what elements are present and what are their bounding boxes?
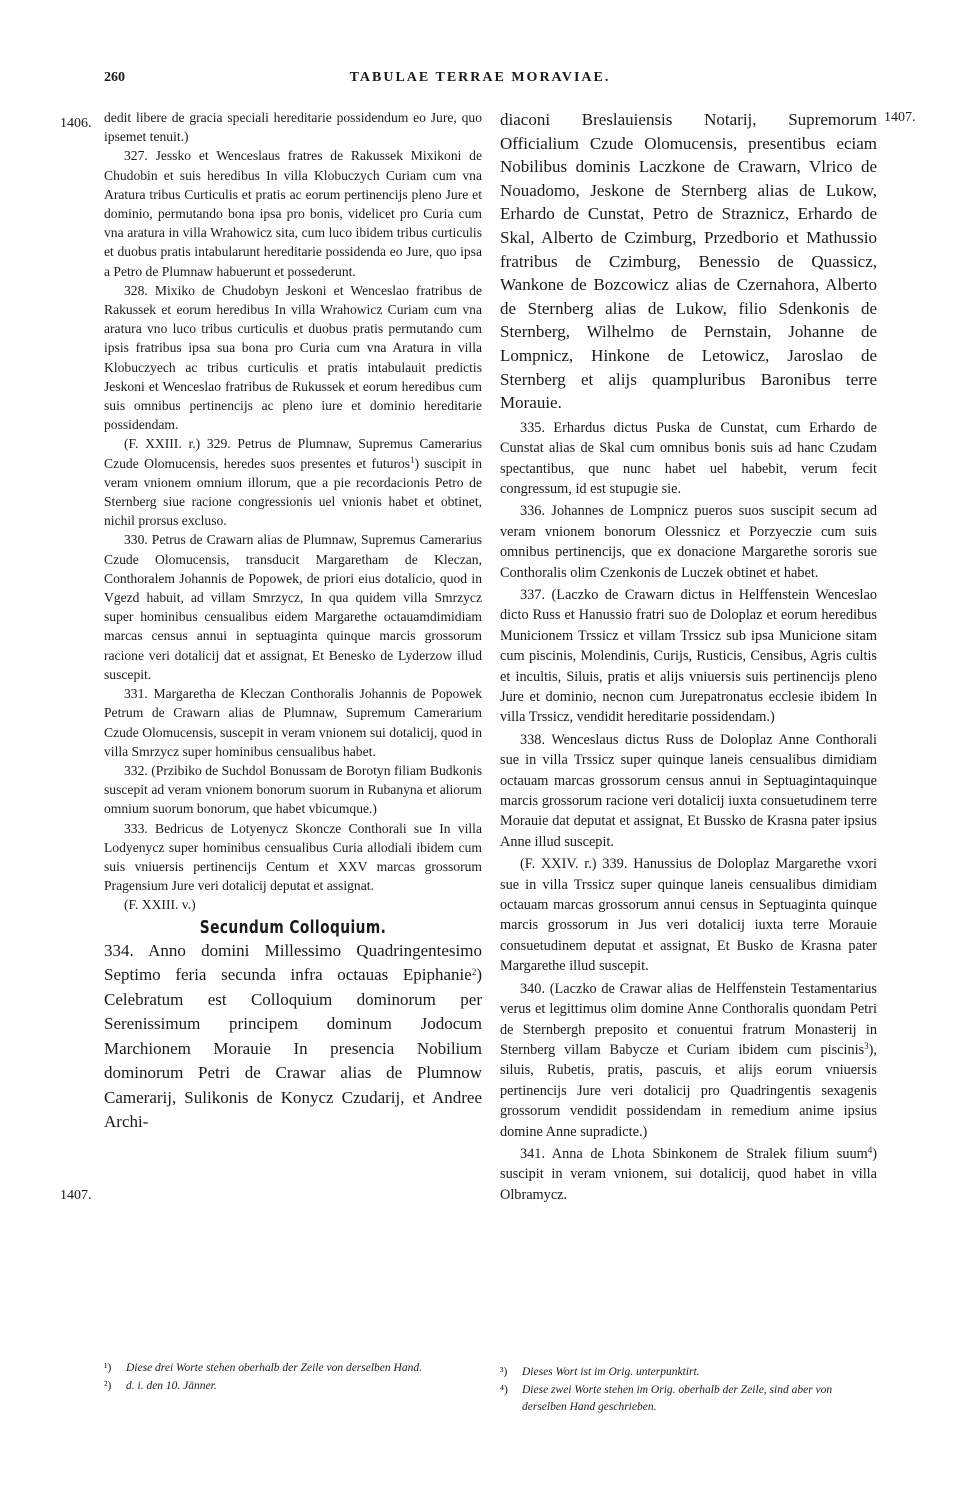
footnote-2 xyxy=(104,1378,482,1395)
paragraph-331: 331. Margaretha de Kleczan Conthoralis Johannis de Popowek Petrum de Crawarn alias de Plumnaw, Supremum Camerarium Czude Olomucensis, suscepit in veram vnionem sui dotalicij, quod in villa Smrzycz super hominibus censualibus habet. xyxy=(104,686,482,759)
paragraph-333: 333. Bedricus de Lotyenycz Skoncze Conthorali sue In villa Lodyenycz super hominibus censualibus Curia allodiali ibidem cum suis vniuersis pertinencijs Centum et XXV marcas grossorum Pragensium Jure veri dotalicij deputat et assignat. xyxy=(104,820,482,894)
page-header xyxy=(0,70,960,94)
footnote-mark: ⁴) xyxy=(500,1384,508,1396)
footnote-3 xyxy=(500,1364,877,1381)
p341-text-a: 341. Anna de Lhota Sbinkonem de Stralek filium suum xyxy=(520,1145,868,1162)
paragraph-330: 330. Petrus de Crawarn alias de Plumnaw, Supremus Camerarius Czude Olomucensis, transducit Margaretham de Kleczan, Conthoralem Johannis de Popowek, de priori eius dotalicio, quod in Vgezd habuit, ad villam Smrzycz, In qua quidem villa Smrzycz super hominibus censualibus eidem Margarethe octauamdimidiam marcas census annui in septuaginta quinque marcis grossorum racione veri dotalicij dat et assignat, Et Benesko de Lyderzow illud suscepit. xyxy=(104,532,482,682)
margin-year-1407-left: 1407. xyxy=(60,1188,92,1203)
p340-text-a: 340. (Laczko de Crawar alias de Helffenstein Testamentarius verus et legittimus olim domine Anne Conthoralis quondam Petri de Sternbergh preposito et conuentui fratrum Monasterij in Sternberg villam Babycze et Curiam ibidem cum piscinis xyxy=(500,980,877,1058)
right-column xyxy=(500,108,877,1205)
running-title: TABULAE TERRAE MORAVIAE. xyxy=(349,70,611,85)
p329-text-b: ) suscipit in veram vnionem omnium illorum, que a pie recordacionis Petro de Sternberg siue racione congressionis uel vnionis habet et obtinet, nichil prorsus excluso. xyxy=(104,455,482,529)
paragraph-338: 338. Wenceslaus dictus Russ de Doloplaz Anne Conthorali sue in villa Trssicz super quinque laneis censualibus dimidiam octauam marcas grossorum census annui in Septuagintaquinque marcis grossorum racione veri dotalicij iuxta consuetudinem terre Morauie dat deputat et assignat, Et Bussko de Krasna pater ipsius Anne illud suscepit. xyxy=(500,731,877,850)
paragraph-326-cont: dedit libere de gracia speciali hereditarie possidendum eo Jure, quo ipsemet tenuit.) xyxy=(104,110,482,145)
paragraph-329 xyxy=(104,434,482,530)
p341-text-b: ) suscipit in veram vnionem, sui dotalicij, quod habet in villa Olbramycz. xyxy=(500,1145,877,1203)
footnote-text: d. i. den 10. Jänner. xyxy=(126,1380,217,1392)
footnote-text: Dieses Wort ist im Orig. unterpunktirt. xyxy=(522,1366,700,1378)
paragraph-340 xyxy=(500,979,877,1142)
p329-text-a: (F. XXIII. r.) 329. Petrus de Plumnaw, Supremus Camerarius Czude Olomucensis, heredes suos presentes et futuros xyxy=(104,436,482,471)
footnote-mark: ²) xyxy=(104,1380,112,1392)
p340-text-b: ), siluis, Rubetis, pratis, pascuis, et alijs eorum vniuersis pertinencijs Jure veri dotalicij pro Quadringentis sexagenis grossorum vendidit possidendam in remedium anime ipsius domine Anne supradicte.) xyxy=(500,1041,877,1140)
footnotes-right xyxy=(500,1364,877,1417)
paragraph-332: 332. (Przibiko de Suchdol Bonussam de Borotyn filiam Budkonis suscepit ad veram vnionem bonorum suorum in Rubanyna et aliorum omnium suorum bonorum, que habet vbicumque.) xyxy=(104,762,482,817)
paragraph-335: 335. Erhardus dictus Puska de Cunstat, cum Erhardo de Cunstat alias de Skal cum omnibus bonis suis ad hanc Czudam spectantibus, que nunc habet uel habebit, verum fecit congressum, id est stupugie sie. xyxy=(500,419,877,497)
footnote-4 xyxy=(500,1382,877,1416)
footnote-ref-3: 3 xyxy=(864,1040,869,1051)
footnote-ref-4: 4 xyxy=(867,1144,873,1155)
footnote-mark: ¹) xyxy=(104,1362,112,1374)
footnote-mark: ³) xyxy=(500,1366,508,1378)
paragraph-328: 328. Mixiko de Chudobyn Jeskoni et Wenceslao fratribus de Rakussek et eorum heredibus In villa Wrahowicz Curiam cum vna aratura vno luco tribus curticulis et duobus pratis permutando cum ipsis fratribus ipsa sua bona pro Curia cum vna Aratura in villa Klobuczyech ac tribus curticulis et pratis intabulauit predictis Jeskoni et Wenceslao fratribus de Rukussek et eorum heredibus cum suis omnibus pertinencijs ac pleno iure et dominio hereditarie possidendam. xyxy=(104,282,482,433)
footnote-ref-1: 1 xyxy=(410,454,415,465)
paragraph-339: (F. XXIV. r.) 339. Hanussius de Doloplaz Margarethe vxori sue in villa Trssicz super quinque laneis censualibus dimidiam octauam marcas grossorum annui census in Septuaginta quinque marcis grossorum in Jus veri dotalicij iuxta terre Morauie consuetudinem deputat et assignat, Et Busko de Krasna pater Margarethe illud suscepit. xyxy=(500,856,877,975)
section-heading: Secundum Colloquium. xyxy=(199,916,387,938)
page-number: 260 xyxy=(104,70,125,85)
paragraph-337: 337. (Laczko de Crawarn dictus in Helffenstein Wenceslao dicto Russ et Hanussio fratri suo de Doloplaz et eorum heredibus Municionem Trssicz et villam Trssicz sub ipsa Municione sitam cum piscinis, Molendinis, Curijs, Rusticis, Censibus, Agris cultis et incultis, Siluis, pratis et alijs vniuersis suis pertinencijs pleno Jure et dominio, necnon cum Jurepatronatus ecclesie ibidem In villa Trssicz, vendidit hereditarie possidendam.) xyxy=(500,586,877,726)
paragraph-334 xyxy=(104,939,482,1135)
p334-text-a: 334. Anno domini Millessimo Quadringentesimo Septimo feria secunda infra octauas Epiphanie xyxy=(104,940,482,985)
paragraph-327: 327. Jessko et Wenceslaus fratres de Rakussek Mixikoni de Chudobin et suis heredibus In villa Klobuczych Curiam cum vna Aratura tribus Curticulis et pratis ac eorum pertinencijs pleno Jure et dominio, permutando bona ipsa pro bonis, videlicet pro Curia cum vna aratura in villa Wrahowicz sita, cum luco ibidem tribus curticulis et duobus pratis intabularunt hereditarie possidenda eo Jure, quo ipsa a Petro de Plumnaw habuerunt et possederunt. xyxy=(104,148,482,279)
footnote-text: Diese zwei Worte stehen im Orig. oberhalb der Zeile, sind aber von derselben Hand geschrieben. xyxy=(522,1384,833,1413)
p334-text-b: ) Celebratum est Colloquium dominorum per Serenissimum principem dominum Jodocum Marchionem Morauie In presencia Nobilium dominorum Petri de Crawar alias de Plumnow Camerarij, Sulikonis de Konycz Czudarij, et Andree Archi- xyxy=(104,965,482,1132)
footnote-1 xyxy=(104,1360,482,1377)
footnote-ref-2: 2 xyxy=(471,967,477,978)
paragraph-334-cont: diaconi Breslauiensis Notarij, Supremorum Officialium Czude Olomucensis, presentibus eciam Nobilibus dominis Laczkone de Crawarn, Vlrico de Nouadomo, Jeskone de Sternberg alias de Lukow, Erhardo de Cunstat, Petro de Straznicz, Erhardo de Skal, Alberto de Czimburg, Przedborio et Mathussio fratribus de Czimburg, Benessio de Quassicz, Wankone de Bozcowicz alias de Czernahora, Alberto de Sternberg alias de Lukow, filio Sdenkonis de Sternberg, Wilhelmo de Pernstain, Johanne de Lompnicz, Hinkone de Letowicz, Jaroslao de Sternberg et alijs quampluribus Baronibus terre Morauie. xyxy=(500,110,877,413)
margin-year-1406: 1406. xyxy=(60,116,92,131)
footnote-text: Diese drei Worte stehen oberhalb der Zeile von derselben Hand. xyxy=(126,1362,422,1374)
left-column xyxy=(104,108,482,1135)
paragraph-341 xyxy=(500,1144,877,1205)
paragraph-336: 336. Johannes de Lompnicz pueros suos suscipit secum ad veram vnionem bonorum Olessnicz et Porzyeczie cum suis omnibus pertinencijs, que ex donacione Margarethe sororis sue Conthoralis olim Czenkonis de Luczek obtinet et habet. xyxy=(500,503,877,581)
footnotes-left xyxy=(104,1360,482,1396)
margin-year-1407-right: 1407. xyxy=(884,110,916,125)
folio-marker: (F. XXIII. v.) xyxy=(124,897,196,913)
